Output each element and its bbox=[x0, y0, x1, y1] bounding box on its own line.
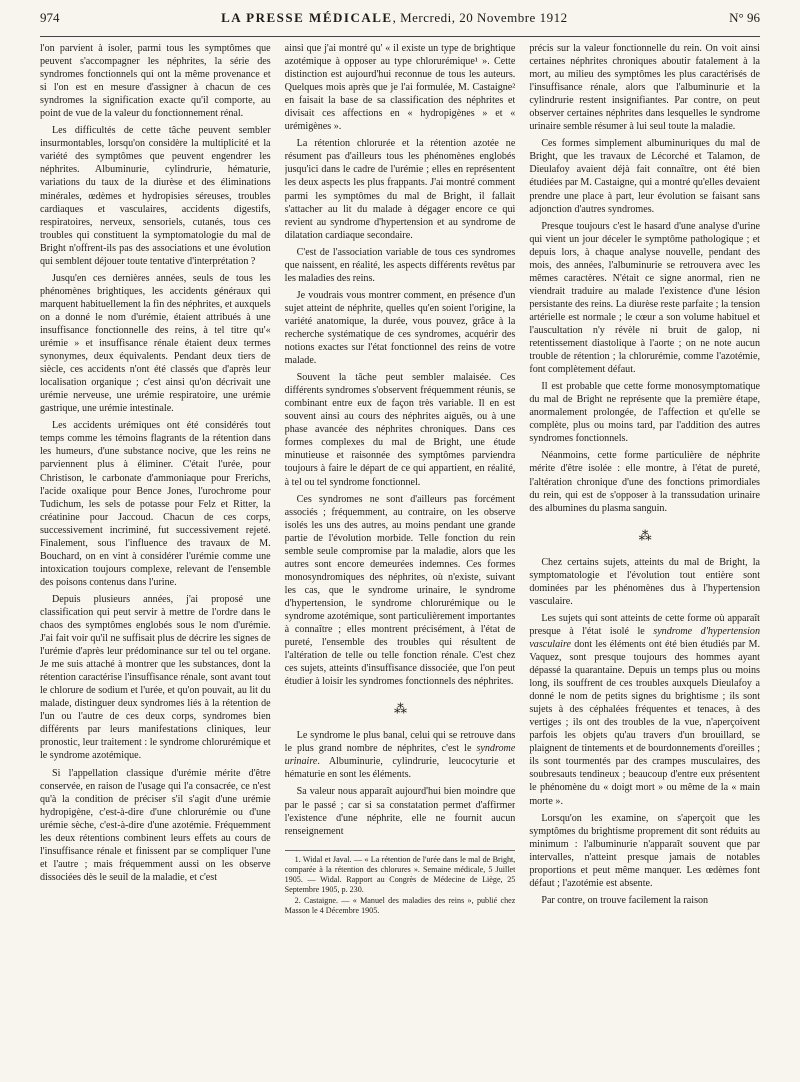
paragraph: Chez certains sujets, atteints du mal de Bright, la symptomatologie et l'évolution tout entière sont dominées par les phénomènes dus à l'hypertension vasculaire. bbox=[529, 556, 760, 607]
journal-title bbox=[221, 10, 568, 26]
column-1 bbox=[40, 42, 271, 1076]
paragraph: précis sur la valeur fonctionnelle du rein. On voit ainsi certaines néphrites chroniques aboutir fatalement à la mort, au milieu des symptômes les plus caractérisés de l'insuffisance rénale, alors que l'albuminurie et la cylindrurie restent insignifiantes. Par contre, on peut observer certaines néphrites dans lesquelles le syndrome urinaire semble résumer à lui seul toute la maladie. bbox=[529, 43, 760, 133]
paragraph: Le syndrome le plus banal, celui qui se retrouve dans le plus grand nombre de néphrites, c'est le syndrome urinaire. Albuminurie, cylindrurie, leucocyturie et hématurie en sont les éléments. bbox=[284, 730, 516, 781]
paragraph: Presque toujours c'est le hasard d'une analyse d'urine qui vient un jour déceler le symptôme pathologique ; et depuis lors, à chaque analyse nouvelle, pendant des mois, des années, l'albuminurie se retrouvera avec les mêmes caractères. N'était ce signe anormal, rien ne viendrait traduire au malade l'existence d'une lésion persistante des reins. La diurèse reste parfaite ; la tension artérielle est normale ; le cœur a son volume habituel et l'auscultation n'y révèle ni bruit de galop, ni retentissement diastolique à l'aorte ; on ne note aucun trouble de rétention ; la chlorurémie, comme l'azotémie, font complètement défaut. bbox=[529, 220, 760, 376]
paragraph: Il est probable que cette forme monosymptomatique du mal de Bright ne représente que la première étape, anormalement prolongée, de l'affection et qu'elle se complète, plus ou moins tard, par l'addition des autres syndromes fonctionnels. bbox=[529, 381, 760, 445]
column-3 bbox=[529, 42, 760, 1076]
issue-number: N° 96 bbox=[729, 10, 760, 25]
section-separator: ⁂ bbox=[638, 527, 651, 543]
paragraph: ainsi que j'ai montré qu' « il existe un type de brightique azotémique à opposer au type chlorurémique¹ ». Cette distinction est aujourd'hui reconnue de tous les auteurs. Quelques mois après que je l'ai formulée, M. Castaigne² en faisait la base de sa classification des néphrites et divisait ces affections en « hydropigènes » et « urémigènes ». bbox=[284, 43, 516, 133]
footnotes bbox=[285, 850, 516, 916]
paragraph: Néanmoins, cette forme particulière de néphrite mérite d'être isolée : elle montre, à l'état de pureté, l'altération chronique d'une des fonctions primordiales du rein, qui est de s'opposer à la transsudation urinaire des albumines du plasma sanguin. bbox=[529, 450, 760, 514]
column-2-body bbox=[285, 42, 516, 838]
paragraph: C'est de l'association variable de tous ces syndromes que naissent, en réalité, les aspects différents revêtus par les maladies des reins. bbox=[284, 246, 516, 284]
paragraph: Lorsqu'on les examine, on s'aperçoit que les symptômes du brightisme proprement dit sont réduits au minimum : l'albuminurie n'apparaît souvent que par intervalles, n'atteint presque jamais de notables proportions et peut même manquer. Les œdèmes font défaut ; l'azotémie est absente. bbox=[529, 812, 760, 889]
paragraph: Depuis plusieurs années, j'ai proposé une classification qui peut servir à mettre de l'ordre dans le chaos des symptômes englobés sous le nom d'urémie. J'ai fait voir qu'il ne suffisait plus de décrire les signes de l'urémie d'après leur prédominance sur tel ou tel organe. Je me suis attaché à montrer que les substances, dont la rétention caractérise l'insuffisance rénale, sont avant tout le chlorure de sodium et l'urée, et qu'on pouvait, au lit du malade, distinguer deux syndromes liés à la rétention de l'un ou l'autre de ces deux corps, syndromes bien différents par leurs manifestations cliniques, leur pronostic, leur traitement : le syndrome chlorurémique et le syndrome azotémique. bbox=[40, 593, 271, 762]
paragraph: Si l'appellation classique d'urémie mérite d'être conservée, en raison de l'usage qui l'a consacrée, ce n'est qu'à la condition de préciser s'il s'agit d'une urémie hydropigène, c'est-à-dire d'une chlorurémie ou d'une urémie sèche, c'est-à-dire d'une azotémie. Fréquemment les deux rétentions combinent leurs effets au cours de l'insuffisance rénale et finissent par se compliquer l'une et l'autre ; mais fréquemment aussi on les observe dissociées dès le seuil de la maladie, et c'est bbox=[40, 767, 271, 883]
journal-name: LA PRESSE MÉDICALE bbox=[221, 10, 393, 25]
column-2 bbox=[285, 42, 516, 1076]
paragraph: Les difficultés de cette tâche peuvent sembler insurmontables, lorsqu'on considère la multiplicité et la variété des symptômes que peuvent engendrer les néphrites. Albuminurie, cylindrurie, hématurie, variations du taux de la diurèse et des éliminations minérales, œdèmes et hydropisies séreuses, troubles cardiaques et vasculaires, accidents digestifs, respiratoires, nerveux, sensoriels, cutanés, tous ces troubles qui constituent la symptomatologie du mal de Bright n'offrent-ils pas des associations et une évolution qui semblent déjouer toute tentative d'interprétation ? bbox=[40, 125, 271, 267]
article-columns bbox=[40, 42, 760, 1076]
paragraph: La rétention chlorurée et la rétention azotée ne résument pas d'ailleurs tous les phénomènes englobés jusqu'ici dans le cadre de l'urémie ; elles en représentent les deux aspects les plus frappants. J'ai montré comment parmi les symptômes du mal de Bright, il fallait s'attacher au lit du malade à dégager encore ce qui revient au syndrome d'hypertension et au syndrome de dilatation cardiaque secondaire. bbox=[284, 138, 516, 241]
paragraph: Les accidents urémiques ont été considérés tout temps comme les témoins flagrants de la rétention dans les humeurs, d'une substance nocive, que les reins ne parviennent plus à éliminer. C'était l'urée, pour Christison, le carbonate d'ammoniaque pour Frerichs, l'acide oxalique pour Bence Jones, l'urochrome pour Tudichum, les sels de potasse pour Felz et Ritter, la créatinine pour Jaccoud. Chacun de ces corps, successivement incriminé, fut successivement rejeté. Finalement, sous l'influence des travaux de M. Bouchard, on en vint à considérer l'urémie comme une intoxication toujours complexe, relevant de l'ensemble des poisons contenus dans l'urine. bbox=[40, 420, 271, 588]
paragraph: Les sujets qui sont atteints de cette forme où apparaît presque à l'état isolé le syndrome d'hypertension vasculaire dont les éléments ont été bien étudiés par M. Vaquez, sont presque toujours des hommes ayant dépassé la quarantaine. Depuis un temps plus ou moins long, ils souffrent de ces troubles auxquels Dieulafoy a donné le nom de petits signes du brightisme ; ils sont sujets à des céphalées fréquentes et tenaces, à des vertiges ; ils ont des troubles de la vue, n'aperçoivent parfois les objets qu'au travers d'un brouillard, se plaignent de tintements et de bourdonnements d'oreilles ; ils sont tourmentés par des crampes musculaires, des soubresauts tendineux ; beaucoup d'entre eux présentent le phénomène du « doigt mort » ou même de la « main morte ». bbox=[529, 612, 760, 807]
section-separator: ⁂ bbox=[393, 701, 406, 717]
page-header bbox=[40, 10, 760, 37]
paragraph: Je voudrais vous montrer comment, en présence d'un sujet atteint de néphrite, quelles qu'en soient l'origine, la variété anatomique, la durée, vous pouvez, grâce à la recherche systématique de ces syndromes, acquérir des notions exactes sur l'état fonctionnel des reins de votre malade. bbox=[284, 289, 516, 367]
paragraph: Par contre, on trouve facilement la raison bbox=[541, 894, 709, 906]
paragraph: Sa valeur nous apparaît aujourd'hui bien moindre que par le passé ; car si sa constatation permet d'affirmer l'existence d'une néphrite, elle ne fournit aucun renseignement bbox=[284, 786, 516, 837]
paragraph: Souvent la tâche peut sembler malaisée. Ces différents syndromes s'observent fréquemment réunis, se combinant entre eux de façon très variable. Il en est souvent ainsi au cours des néphrites aiguës, ou à une phase avancée des néphrites chroniques. Dans ces formes complexes du mal de Bright, une étude minutieuse et raisonnée des symptômes parviendra toujours à faire le départ de ce qui appartient, en réalité, à tel ou tel syndrome fonctionnel. bbox=[284, 372, 516, 488]
paragraph: Jusqu'en ces dernières années, seuls de tous les phénomènes brightiques, les accidents généraux qui marquent habituellement la fin des néphrites, et auxquels on a donné le nom d'urémie, étaient attribués à une insuffisance fonctionnelle des reins, à tel titre qu'« urémie » et insuffisance rénale étaient deux termes synonymes, deux équivalents. Pendant deux tiers de siècle, ces accidents n'ont été classés que d'après leur localisation organique ; c'est ainsi qu'on décrivait une urémie nerveuse, une urémie respiratoire, une urémie gastrique, une urémie intestinale. bbox=[40, 272, 271, 415]
paragraph: Ces syndromes ne sont d'ailleurs pas forcément associés ; fréquemment, au contraire, on les observe isolés les uns des autres, au moins pendant une grande partie de l'évolution morbide. Telle fonction du rein semble seule compromise par la maladie, alors que les autres sont encore demeurées indemnes. Ces formes monosyndromiques des néphrites, où n'existe, suivant les cas, que le syndrome urinaire, le syndrome d'hypertension, le syndrome chlorurémique ou le syndrome azotémique, sont particulièrement importantes à connaître ; elles montrent précisément, à l'état de pureté, l'ensemble des troubles qui résultent de l'altération de telle ou telle fonction rénale. C'est chez ces sujets, atteints d'insuffisance dissociée, que l'on peut étudier à loisir les syndromes fonctionnels des néphrites. bbox=[284, 493, 516, 688]
paragraph: l'on parvient à isoler, parmi tous les symptômes que peuvent s'accompagner les néphrites, la série des syndromes fonctionnels qui ont la même provenance et si l'on est en mesure d'assigner à chacun de ces syndromes la signification exacte qu'il comporte, au point de vue de la valeur du fonctionnement rénal. bbox=[40, 43, 271, 120]
page-number: 974 bbox=[40, 10, 60, 25]
footnote: 1. Widal et Javal. — « La rétention de l'urée dans le mal de Bright, comparée à la rétention des chlorures ». Semaine médicale, 5 Juillet 1905. — Widal. Rapport au Congrès de Médecine de Liège, 25 Septembre 1905, p. 230. bbox=[284, 854, 516, 894]
footnote: 2. Castaigne. — « Manuel des maladies des reins », publié chez Masson le 4 Décembre 1905. bbox=[284, 895, 516, 915]
paragraph: Ces formes simplement albuminuriques du mal de Bright, que les travaux de Lécorché et Talamon, de Dieulafoy avaient déjà fait connaître, ont été bien étudiées par M. Castaigne, qui a montré qu'elles devaient prendre une place à part, leur évolution se faisant sans adjonction d'autres syndromes. bbox=[529, 138, 760, 215]
issue-date: , Mercredi, 20 Novembre 1912 bbox=[392, 10, 568, 25]
